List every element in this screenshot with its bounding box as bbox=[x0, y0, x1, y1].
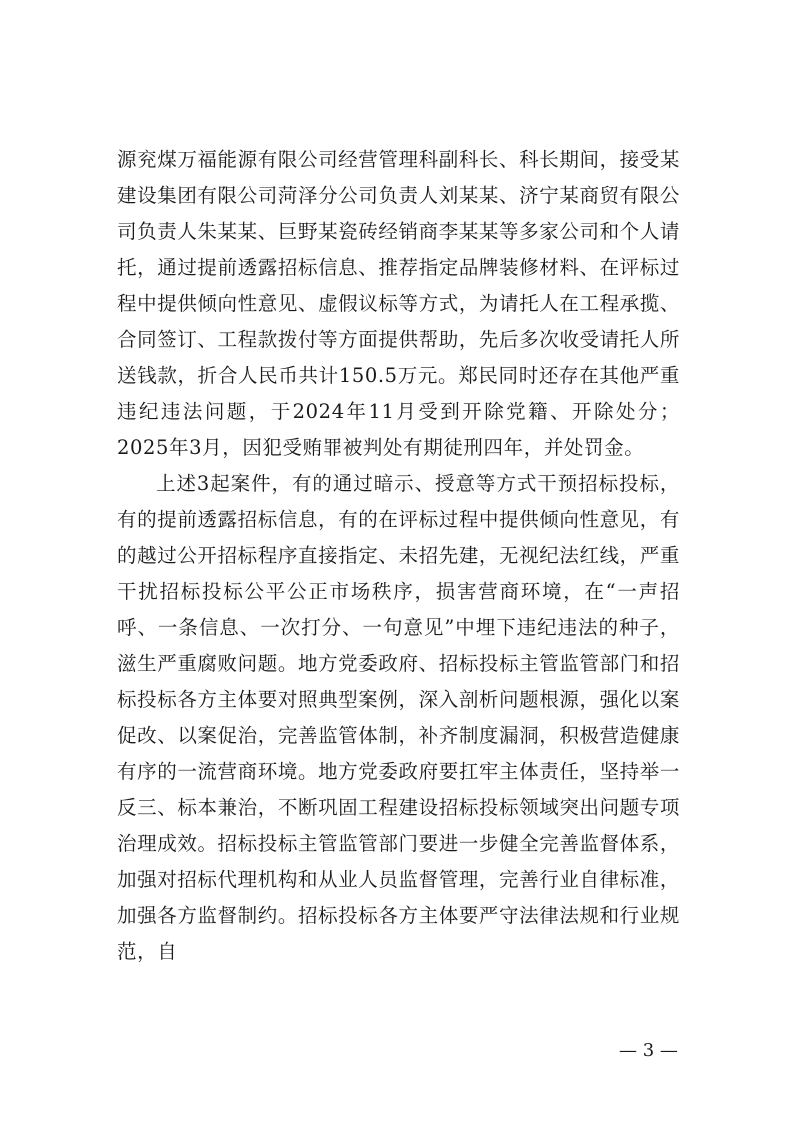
page-number: — 3 — bbox=[619, 1040, 678, 1061]
paragraph-summary: 上述3起案件，有的通过暗示、授意等方式干预招标投标，有的提前透露招标信息，有的在评标过程中提供倾向性意见，有的越过公开招标程序直接指定、未招先建，无视纪法红线，严重干扰招标投标公平公正市场秩序，损害营商环境，在“一声招呼、一条信息、一次打分、一句意见”中埋下违纪违法的种子，滋生严重腐败问题。地方党委政府、招标投标主管监管部门和招标投标各方主体要对照典型案例，深入剖析问题根源，强化以案促改、以案促治，完善监管体制，补齐制度漏洞，积极营造健康有序的一流营商环境。地方党委政府要扛牢主体责任，坚持举一反三、标本兼治，不断巩固工程建设招标投标领域突出问题专项治理成效。招标投标主管监管部门要进一步健全完善监督体系，加强对招标代理机构和从业人员监督管理，完善行业自律标准，加强各方监督制约。招标投标各方主体要严守法律法规和行业规范，自 bbox=[117, 472, 680, 963]
body-text bbox=[117, 142, 680, 970]
paragraph-case-continuation: 源兖煤万福能源有限公司经营管理科副科长、科长期间，接受某建设集团有限公司菏泽分公司负责人刘某某、济宁某商贸有限公司负责人朱某某、巨野某瓷砖经销商李某某等多家公司和个人请托，通过提前透露招标信息、推荐指定品牌装修材料、在评标过程中提供倾向性意见、虚假议标等方式，为请托人在工程承揽、合同签订、工程款拨付等方面提供帮助，先后多次收受请托人所送钱款，折合人民币共计150.5万元。郑民同时还存在其他严重违纪违法问题，于2024年11月受到开除党籍、开除处分；2025年3月，因犯受贿罪被判处有期徒刑四年，并处罚金。 bbox=[117, 148, 680, 459]
